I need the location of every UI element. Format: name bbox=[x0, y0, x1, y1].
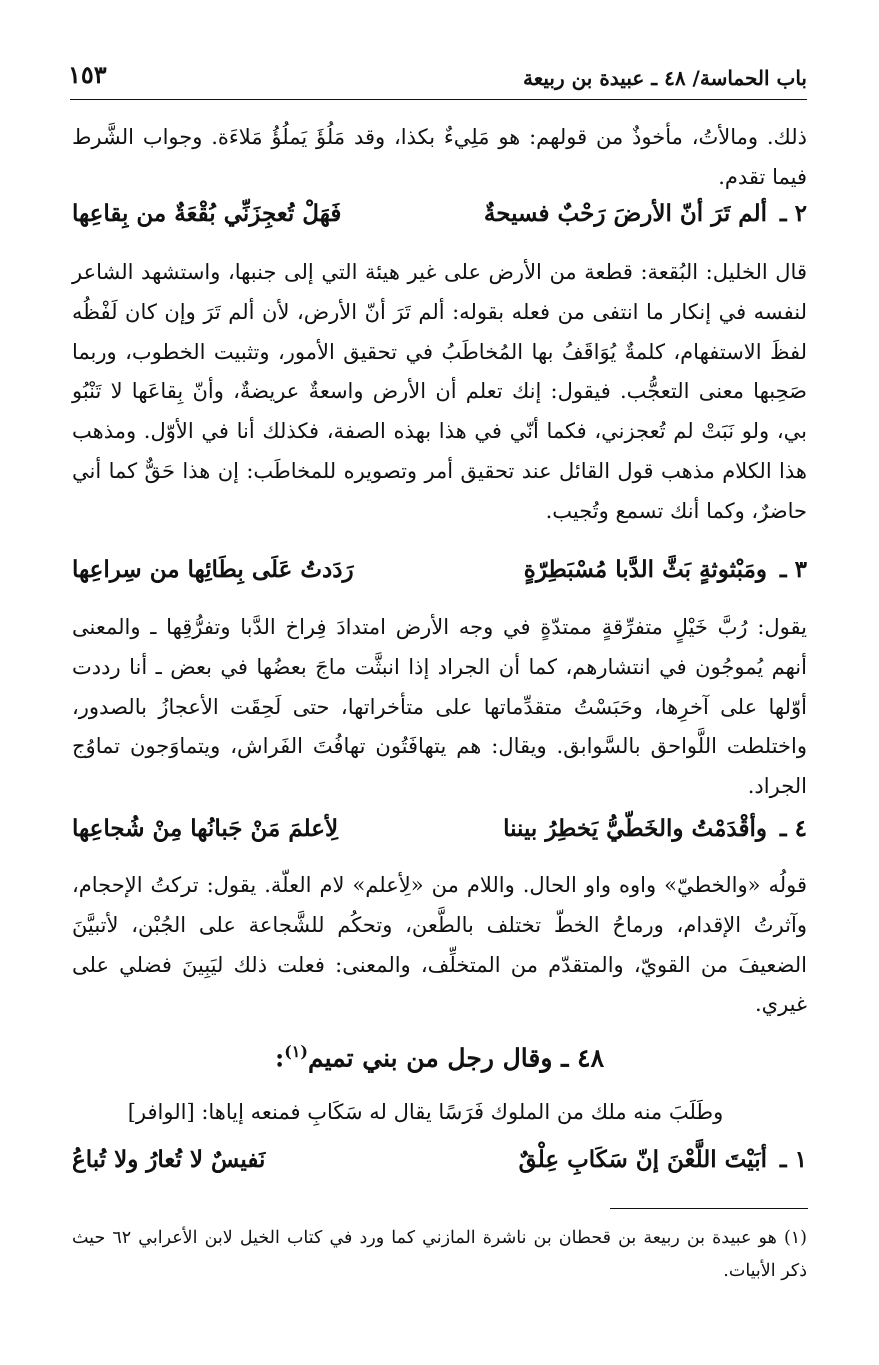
footnote-marker: (١) bbox=[284, 1042, 308, 1061]
page-header bbox=[68, 60, 807, 96]
verse-2 bbox=[72, 200, 807, 240]
verse-second-hemistich: فَهَلْ تُعجِزَنِّي بُقْعَةٌ من بِقاعِها bbox=[72, 200, 342, 227]
verse-1 bbox=[72, 1146, 807, 1186]
paragraph-3: يقول: رُبَّ خَيْلٍ متفرِّقةٍ ممتدّةٍ في وجه الأرض امتدادَ فِراخ الدَّبا وتفرُّقِها ـ والمعنى أنهم يُموجُون في انتشارهم، كما أن الجراد إذا انبثَّت ماجَ بعضُها في بعض ـ أنا رددت أوّلها على آخرِها، وحَبَسْتُ متقدِّماتها على متأخراتها، حتى لَحِقَت الأعجازُ بالصدور، واختلطت اللَّواحق بالسَّوابق. ويقال: هم يتهافَتُون تهافُتَ الفَراش، ويتماوَجون تماوُج الجراد. bbox=[72, 615, 807, 799]
page-number: ١٥٣ bbox=[68, 60, 107, 89]
verse-number: ٢ ـ bbox=[779, 200, 807, 227]
footnote-number: (١) bbox=[783, 1228, 807, 1248]
verse-second-hemistich: لِأعلمَ مَنْ جَبانُها مِنْ شُجاعِها bbox=[72, 815, 339, 842]
running-title: باب الحماسة/ ٤٨ ـ عبيدة بن ربيعة bbox=[522, 66, 807, 90]
footnote-rule bbox=[610, 1208, 808, 1209]
verse-first-hemistich: ألم تَرَ أنّ الأرضَ رَحْبٌ فسيحةٌ bbox=[483, 200, 767, 227]
verse-number: ٤ ـ bbox=[779, 815, 807, 842]
verse-4 bbox=[72, 815, 807, 855]
poem-intro: وطَلَبَ منه ملك من الملوك فَرَسًا يقال له سَكَابِ فمنعه إياها: [الوافر] bbox=[127, 1100, 724, 1124]
poem-title: ٤٨ ـ وقال رجل من بني تميم bbox=[307, 1043, 604, 1073]
footnote-text: هو عبيدة بن ربيعة بن قحطان بن ناشرة المازني كما ورد في كتاب الخيل لابن الأعرابي ٦٢ حيث ذكر الأبيات. bbox=[72, 1228, 807, 1281]
paragraph-1: ذلك. ومالأتُ، مأخوذٌ من قولهم: هو مَلِيءٌ بكذا، وقد مَلُؤَ يَملُؤُ مَلاءَة. وجواب الشَّرط فيما تقدم. bbox=[72, 125, 807, 189]
verse-3 bbox=[72, 556, 807, 596]
verse-second-hemistich: رَدَدتُ عَلَى بِطَائِها من سِراعِها bbox=[72, 556, 354, 583]
header-rule bbox=[70, 99, 807, 100]
verse-second-hemistich: نَفيسٌ لا تُعارُ ولا تُباعُ bbox=[72, 1146, 266, 1173]
verse-first-hemistich: ومَبْثوثةٍ بَثَّ الدَّبا مُسْبَطِرّةٍ bbox=[523, 556, 767, 583]
verse-number: ١ ـ bbox=[779, 1146, 807, 1173]
paragraph-2: قال الخليل: البُقعة: قطعة من الأرض على غير هيئة التي إلى جنبها، واستشهد الشاعر لنفسه في إنكار ما انتفى من فعله بقوله: ألم تَرَ أنّ الأرض، لأن ألم تَرَ وإن كان لَفْظُه لفظَ الاستفهام، كلمةٌ يُوَاقَفُ بها المُخاطَبُ في تحقيق الأمور، وتثبيت الخطوب، وربما صَحِبها معنى التعجُّب. فيقول: إنك تعلم أن الأرض واسعةٌ عريضةٌ، وأنّ بِقاعَها لا تَنْبُو بي، ولو نَبَتْ لم تُعجزني، فكما أنّي في هذا بهذه الصفة، فكذلك أنا في الأوّل. ومذهب هذا الكلام مذهب قول القائل عند تحقيق أمر وتصويره للمخاطَب: إن هذا حَقٌّ كما أني حاضرٌ، وكما أنك تسمع وتُجيب. bbox=[72, 260, 807, 523]
paragraph-4: قولُه «والخطيّ» واوه واو الحال. واللام من «لِأعلم» لام العلّة. يقول: تركتُ الإحجام، وآثرتُ الإقدام، ورماحُ الخطّ تختلف بالطَّعن، وتحكُم للشَّجاعة على الجُبْن، لأتبيَّنَ الضعيفَ من القويّ، والمتقدّم من المتخلِّف، والمعنى: فعلت ذلك ليَبِينَ فضلي على غيري. bbox=[72, 873, 807, 1017]
verse-first-hemistich: وأقْدَمْتُ والخَطّيُّ يَخطِرُ بيننا bbox=[503, 815, 767, 842]
footnote bbox=[72, 1222, 807, 1288]
verse-first-hemistich: أبَيْتَ اللَّعْنَ إنّ سَكَابِ عِلْقٌ bbox=[518, 1146, 767, 1173]
poem-heading bbox=[0, 1042, 879, 1072]
verse-number: ٣ ـ bbox=[779, 556, 807, 583]
poem-title-colon: : bbox=[274, 1043, 285, 1073]
